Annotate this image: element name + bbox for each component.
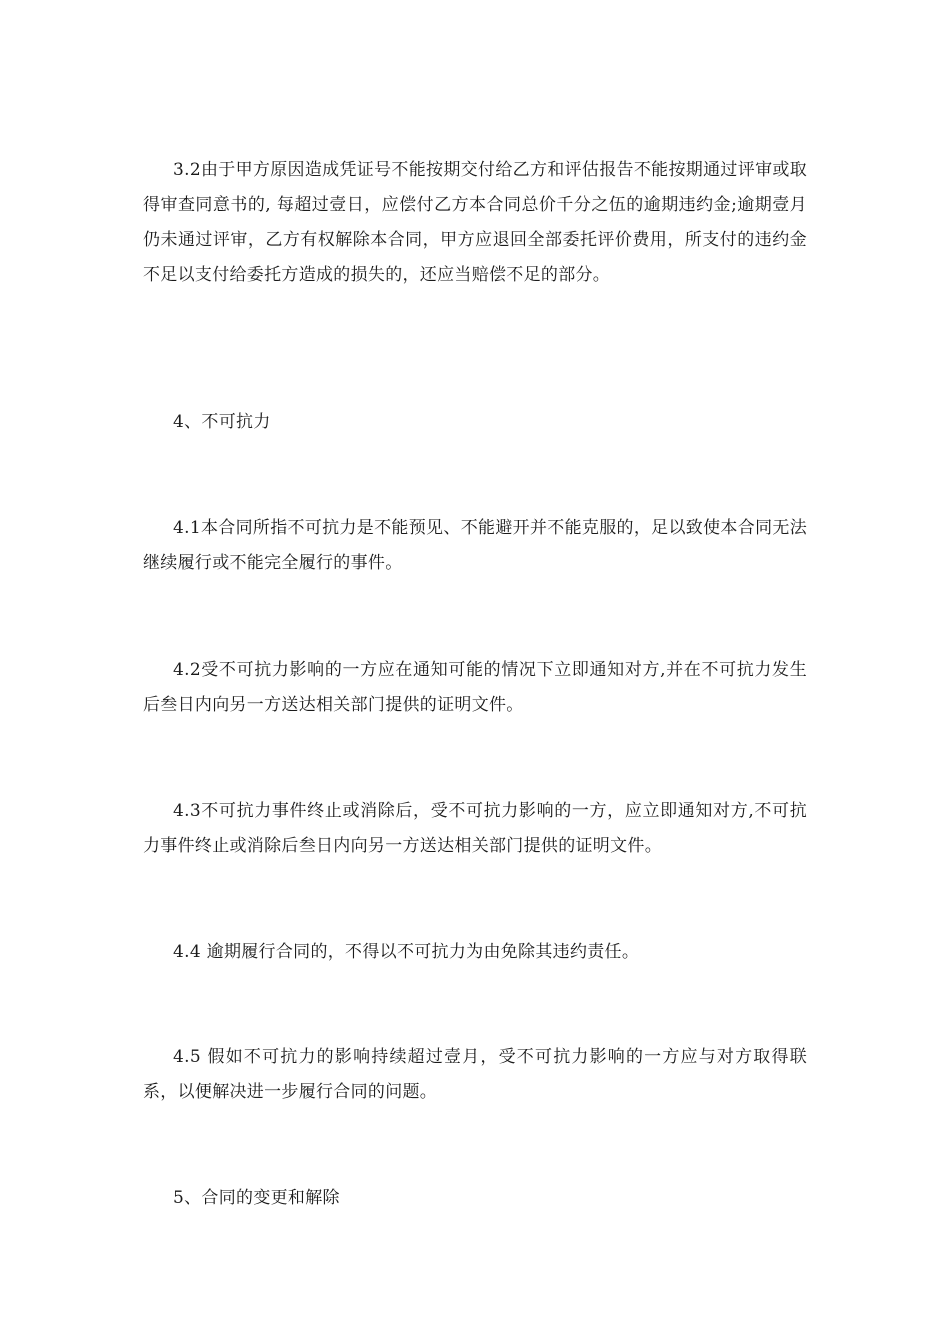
clause-4-4-paragraph: 4.4 逾期履行合同的，不得以不可抗力为由免除其违约责任。 xyxy=(173,942,640,962)
section-5-heading: 5、合同的变更和解除 xyxy=(173,1188,340,1208)
clause-4-2-paragraph: 4.2受不可抗力影响的一方应在通知可能的情况下立即通知对方,并在不可抗力发生后叁日内向另一方送达相关部门提供的证明文件。 xyxy=(143,660,807,715)
clause-4-5-paragraph: 4.5 假如不可抗力的影响持续超过壹月，受不可抗力影响的一方应与对方取得联系，以便解决进一步履行合同的问题。 xyxy=(143,1047,807,1102)
section-4-heading: 4、不可抗力 xyxy=(173,412,271,432)
clause-4-3-paragraph: 4.3不可抗力事件终止或消除后，受不可抗力影响的一方，应立即通知对方,不可抗力事件终止或消除后叁日内向另一方送达相关部门提供的证明文件。 xyxy=(143,801,807,856)
clause-3-2-paragraph: 3.2由于甲方原因造成凭证号不能按期交付给乙方和评估报告不能按期通过评审或取得审查同意书的, 每超过壹日，应偿付乙方本合同总价千分之伍的逾期违约金;逾期壹月仍未通过评审，乙方有权解除本合同，甲方应退回全部委托评价费用，所支付的违约金不足以支付给委托方造成的损失的，还应当赔偿不足的部分。 xyxy=(143,160,807,285)
clause-4-1-paragraph: 4.1本合同所指不可抗力是不能预见、不能避开并不能克服的，足以致使本合同无法继续履行或不能完全履行的事件。 xyxy=(143,518,807,573)
